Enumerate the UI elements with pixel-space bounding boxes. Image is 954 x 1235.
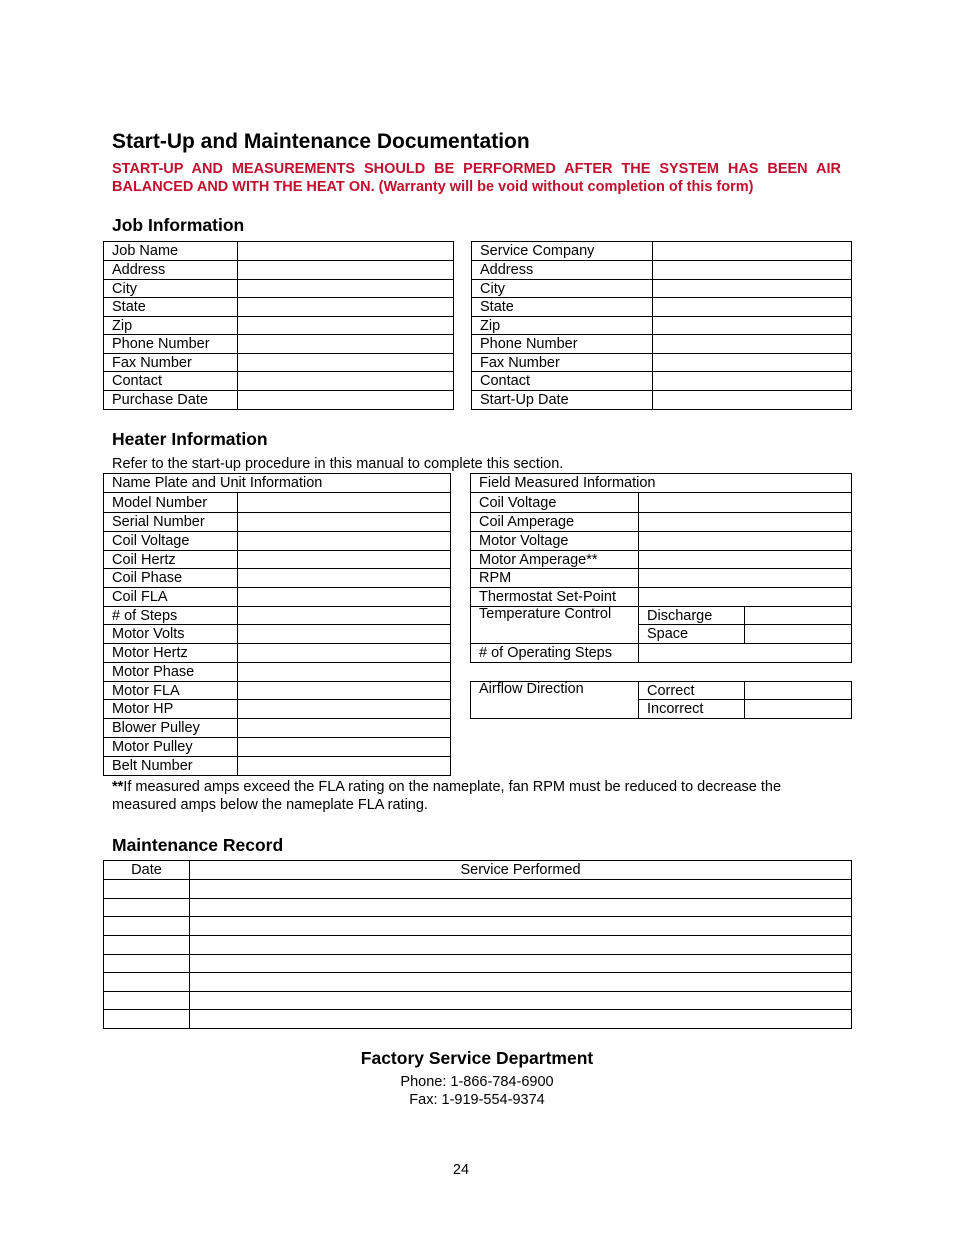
service-city-field[interactable] bbox=[653, 280, 852, 298]
field-rpm-field[interactable] bbox=[639, 569, 852, 588]
motor-volts-label: Motor Volts bbox=[104, 625, 238, 644]
field-rpm-label: RPM bbox=[471, 569, 639, 588]
job-information-heading: Job Information bbox=[112, 215, 245, 235]
footnote-line-1 bbox=[112, 778, 781, 796]
motor-pulley-label: Motor Pulley bbox=[104, 738, 238, 757]
state-label: State bbox=[104, 298, 238, 317]
footnote bbox=[112, 778, 841, 814]
date-cell[interactable] bbox=[104, 955, 190, 973]
table-row bbox=[104, 1010, 852, 1029]
operating-steps-label: # of Operating Steps bbox=[471, 644, 639, 663]
belt-number-field[interactable] bbox=[238, 757, 451, 776]
factory-service-heading: Factory Service Department bbox=[360, 1048, 594, 1068]
field-thermostat-field[interactable] bbox=[639, 588, 852, 607]
serial-number-label: Serial Number bbox=[104, 513, 238, 532]
warning-text: START-UP AND MEASUREMENTS SHOULD BE PERFORMED AFTER THE SYSTEM HAS BEEN AIR BALANCED AND WITH THE HEAT ON. (Warranty will be void without completion of this form) bbox=[112, 161, 841, 195]
service-cell[interactable] bbox=[190, 1010, 852, 1029]
motor-pulley-field[interactable] bbox=[238, 738, 451, 757]
blower-pulley-label: Blower Pulley bbox=[104, 719, 238, 738]
factory-fax: Fax: 1-919-554-9374 bbox=[409, 1092, 545, 1108]
purchase-date-label: Purchase Date bbox=[104, 391, 238, 410]
service-cell[interactable] bbox=[190, 973, 852, 992]
job-name-field[interactable] bbox=[238, 242, 454, 261]
service-cell[interactable] bbox=[190, 992, 852, 1010]
page-number: 24 bbox=[452, 1162, 470, 1178]
service-zip-label: Zip bbox=[472, 317, 653, 335]
motor-phase-field[interactable] bbox=[238, 663, 451, 682]
field-motor-amperage-label: Motor Amperage** bbox=[471, 551, 639, 569]
zip-label: Zip bbox=[104, 317, 238, 335]
temperature-control-label: Temperature Control bbox=[471, 607, 639, 644]
coil-phase-field[interactable] bbox=[238, 569, 451, 588]
date-column-header: Date bbox=[104, 861, 190, 880]
service-company-field[interactable] bbox=[653, 242, 852, 261]
service-address-field[interactable] bbox=[653, 261, 852, 280]
service-cell[interactable] bbox=[190, 917, 852, 936]
date-cell[interactable] bbox=[104, 917, 190, 936]
service-cell[interactable] bbox=[190, 955, 852, 973]
field-coil-amperage-label: Coil Amperage bbox=[471, 513, 639, 532]
start-up-date-label: Start-Up Date bbox=[472, 391, 653, 410]
table-row bbox=[104, 917, 852, 936]
zip-field[interactable] bbox=[238, 317, 454, 335]
date-cell[interactable] bbox=[104, 899, 190, 917]
purchase-date-field[interactable] bbox=[238, 391, 454, 410]
fax-number-label: Fax Number bbox=[104, 354, 238, 372]
fax-number-field[interactable] bbox=[238, 354, 454, 372]
date-cell[interactable] bbox=[104, 936, 190, 955]
model-number-field[interactable] bbox=[238, 493, 451, 513]
field-thermostat-label: Thermostat Set-Point bbox=[471, 588, 639, 607]
service-fax-label: Fax Number bbox=[472, 354, 653, 372]
city-label: City bbox=[104, 280, 238, 298]
service-fax-field[interactable] bbox=[653, 354, 852, 372]
factory-phone: Phone: 1-866-784-6900 bbox=[400, 1074, 554, 1090]
table-row bbox=[104, 955, 852, 973]
heater-information-heading: Heater Information bbox=[112, 429, 268, 449]
motor-volts-field[interactable] bbox=[238, 625, 451, 644]
service-company-label: Service Company bbox=[472, 242, 653, 261]
coil-fla-field[interactable] bbox=[238, 588, 451, 607]
job-info-left-table bbox=[103, 241, 454, 410]
state-field[interactable] bbox=[238, 298, 454, 317]
airflow-direction-label: Airflow Direction bbox=[471, 682, 639, 719]
belt-number-label: Belt Number bbox=[104, 757, 238, 776]
nameplate-table bbox=[103, 473, 451, 776]
motor-hp-label: Motor HP bbox=[104, 700, 238, 719]
service-zip-field[interactable] bbox=[653, 317, 852, 335]
field-coil-amperage-field[interactable] bbox=[639, 513, 852, 532]
motor-phase-label: Motor Phase bbox=[104, 663, 238, 682]
footnote-line-1-text: If measured amps exceed the FLA rating on the nameplate, fan RPM must be reduced to decrease the bbox=[123, 779, 782, 795]
operating-steps-field[interactable] bbox=[639, 644, 852, 663]
airflow-table bbox=[470, 681, 852, 719]
contact-label: Contact bbox=[104, 372, 238, 391]
field-coil-voltage-label: Coil Voltage bbox=[471, 493, 639, 513]
phone-number-field[interactable] bbox=[238, 335, 454, 354]
space-label: Space bbox=[639, 625, 745, 644]
table-row bbox=[104, 936, 852, 955]
space-field[interactable] bbox=[745, 625, 852, 644]
field-motor-voltage-label: Motor Voltage bbox=[471, 532, 639, 551]
service-address-label: Address bbox=[472, 261, 653, 280]
maintenance-table bbox=[103, 860, 852, 1029]
service-state-label: State bbox=[472, 298, 653, 317]
city-field[interactable] bbox=[238, 280, 454, 298]
steps-field[interactable] bbox=[238, 607, 451, 625]
job-info-right-table bbox=[471, 241, 852, 410]
service-contact-label: Contact bbox=[472, 372, 653, 391]
coil-voltage-field[interactable] bbox=[238, 532, 451, 551]
incorrect-label: Incorrect bbox=[639, 700, 745, 719]
nameplate-header: Name Plate and Unit Information bbox=[104, 474, 451, 493]
job-name-label: Job Name bbox=[104, 242, 238, 261]
service-performed-column-header: Service Performed bbox=[190, 861, 852, 880]
service-phone-label: Phone Number bbox=[472, 335, 653, 354]
maintenance-record-heading: Maintenance Record bbox=[112, 835, 284, 855]
start-up-date-field[interactable] bbox=[653, 391, 852, 410]
correct-label: Correct bbox=[639, 682, 745, 700]
phone-number-label: Phone Number bbox=[104, 335, 238, 354]
field-measured-table bbox=[470, 473, 852, 663]
serial-number-field[interactable] bbox=[238, 513, 451, 532]
table-row bbox=[104, 899, 852, 917]
table-row bbox=[104, 973, 852, 992]
motor-hertz-label: Motor Hertz bbox=[104, 644, 238, 663]
model-number-label: Model Number bbox=[104, 493, 238, 513]
field-measured-header: Field Measured Information bbox=[471, 474, 852, 493]
service-cell[interactable] bbox=[190, 880, 852, 899]
motor-fla-field[interactable] bbox=[238, 682, 451, 700]
footnote-line-2: measured amps below the nameplate FLA rating. bbox=[112, 797, 428, 813]
date-cell[interactable] bbox=[104, 992, 190, 1010]
contact-field[interactable] bbox=[238, 372, 454, 391]
correct-field[interactable] bbox=[745, 682, 852, 700]
date-cell[interactable] bbox=[104, 880, 190, 899]
coil-voltage-label: Coil Voltage bbox=[104, 532, 238, 551]
field-motor-amperage-field[interactable] bbox=[639, 551, 852, 569]
coil-hertz-label: Coil Hertz bbox=[104, 551, 238, 569]
page-title: Start-Up and Maintenance Documentation bbox=[112, 130, 530, 153]
service-cell[interactable] bbox=[190, 936, 852, 955]
field-motor-voltage-field[interactable] bbox=[639, 532, 852, 551]
coil-hertz-field[interactable] bbox=[238, 551, 451, 569]
service-cell[interactable] bbox=[190, 899, 852, 917]
service-state-field[interactable] bbox=[653, 298, 852, 317]
steps-label: # of Steps bbox=[104, 607, 238, 625]
address-field[interactable] bbox=[238, 261, 454, 280]
discharge-field[interactable] bbox=[745, 607, 852, 625]
motor-fla-label: Motor FLA bbox=[104, 682, 238, 700]
heater-intro-text: Refer to the start-up procedure in this manual to complete this section. bbox=[112, 456, 564, 472]
motor-hp-field[interactable] bbox=[238, 700, 451, 719]
motor-hertz-field[interactable] bbox=[238, 644, 451, 663]
coil-fla-label: Coil FLA bbox=[104, 588, 238, 607]
blower-pulley-field[interactable] bbox=[238, 719, 451, 738]
service-phone-field[interactable] bbox=[653, 335, 852, 354]
footnote-mark: ** bbox=[112, 779, 124, 795]
service-contact-field[interactable] bbox=[653, 372, 852, 391]
service-city-label: City bbox=[472, 280, 653, 298]
incorrect-field[interactable] bbox=[745, 700, 852, 719]
table-row bbox=[104, 992, 852, 1010]
date-cell[interactable] bbox=[104, 1010, 190, 1029]
coil-phase-label: Coil Phase bbox=[104, 569, 238, 588]
address-label: Address bbox=[104, 261, 238, 280]
table-row bbox=[104, 880, 852, 899]
date-cell[interactable] bbox=[104, 973, 190, 992]
discharge-label: Discharge bbox=[639, 607, 745, 625]
field-coil-voltage-field[interactable] bbox=[639, 493, 852, 513]
